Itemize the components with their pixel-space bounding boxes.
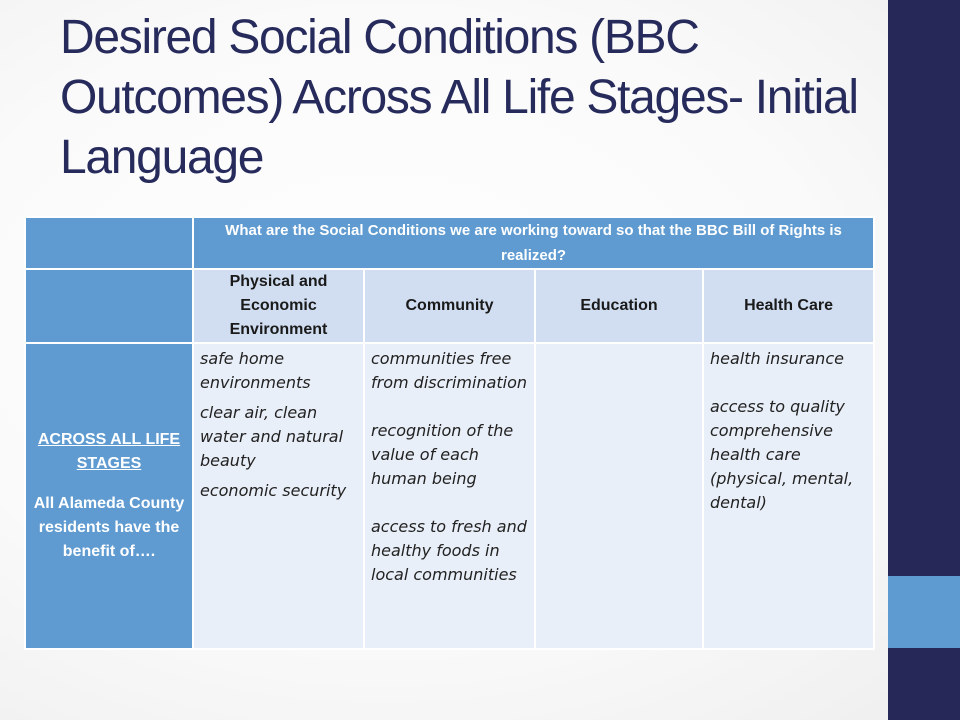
social-conditions-table bbox=[24, 216, 875, 650]
condition-item: recognition of the value of each human being bbox=[371, 421, 514, 488]
health-care-cell bbox=[703, 343, 874, 649]
condition-item: economic security bbox=[200, 481, 347, 500]
row-header-text: All Alameda County residents have the benefit of…. bbox=[33, 495, 185, 560]
education-cell bbox=[535, 343, 703, 649]
slide-title: Desired Social Conditions (BBC Outcomes) Across All Life Stages- Initial Language bbox=[60, 11, 858, 184]
condition-item: health insurance bbox=[710, 349, 844, 368]
row-header-label: ACROSS ALL LIFE STAGES bbox=[37, 431, 181, 472]
blank-header-cell bbox=[25, 217, 193, 269]
col-head-community: Community bbox=[364, 269, 535, 343]
physical-economic-cell bbox=[193, 343, 364, 649]
column-header-row bbox=[25, 269, 874, 343]
col-head-education: Education bbox=[535, 269, 703, 343]
blank-column-header-cell bbox=[25, 269, 193, 343]
row-header-cell bbox=[25, 343, 193, 649]
col-head-physical-economic: Physical and Economic Environment bbox=[193, 269, 364, 343]
condition-item: communities free from discrimination bbox=[371, 349, 528, 392]
condition-item: access to quality comprehensive health care (physical, mental, dental) bbox=[710, 397, 854, 512]
across-life-stages-row bbox=[25, 343, 874, 649]
condition-item: clear air, clean water and natural beauty bbox=[200, 403, 344, 470]
question-row bbox=[25, 217, 874, 269]
sidebar-accent-block bbox=[888, 576, 960, 648]
condition-item: safe home environments bbox=[200, 349, 311, 392]
question-header: What are the Social Conditions we are working toward so that the BBC Bill of Rights is realized? bbox=[193, 217, 874, 269]
col-head-health-care: Health Care bbox=[703, 269, 874, 343]
condition-item: access to fresh and healthy foods in local communities bbox=[371, 517, 527, 584]
community-cell bbox=[364, 343, 535, 649]
